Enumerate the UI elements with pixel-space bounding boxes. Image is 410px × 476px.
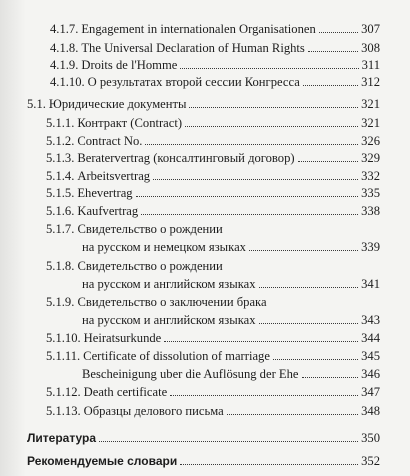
toc-entry-title: Heiratsurkunde bbox=[83, 331, 162, 345]
toc-entry-4-1-8 bbox=[50, 40, 380, 56]
leader-dots bbox=[145, 144, 358, 145]
toc-entry-5-1-7-second-line bbox=[82, 239, 380, 255]
toc-entry-page: 308 bbox=[361, 41, 380, 55]
toc-entry-5-1-9-second-line bbox=[82, 312, 380, 328]
toc-entry-5-1-11 bbox=[46, 348, 380, 364]
leader-dots bbox=[180, 68, 358, 69]
toc-entry-page: 326 bbox=[361, 134, 380, 148]
leader-dots bbox=[319, 32, 358, 33]
toc-entry-5-1-10 bbox=[46, 330, 380, 346]
toc-entry-page: 338 bbox=[361, 204, 380, 218]
toc-entry-page: 321 bbox=[361, 97, 380, 111]
toc-entry-page: 332 bbox=[361, 169, 380, 183]
toc-entry-page: 339 bbox=[361, 240, 380, 254]
toc-entry-5-1-5 bbox=[46, 185, 380, 201]
toc-entry-5-1-8-first-line bbox=[46, 258, 223, 274]
toc-entry-number: 4.1.9. bbox=[50, 58, 79, 72]
toc-section-5-1 bbox=[27, 96, 380, 112]
page-edge-shadow bbox=[0, 0, 26, 476]
leader-dots bbox=[164, 341, 358, 342]
leader-dots bbox=[298, 161, 359, 162]
toc-entry-title: Ehevertrag bbox=[77, 186, 133, 200]
toc-entry-number: 5.1.6. bbox=[46, 204, 75, 218]
leader-dots bbox=[249, 250, 358, 251]
toc-entry-title-continued: на русском и немецком языках bbox=[82, 240, 246, 254]
toc-entry-page: 335 bbox=[361, 186, 380, 200]
toc-entry-page: 350 bbox=[361, 431, 380, 445]
toc-entry-4-1-9 bbox=[50, 57, 380, 73]
leader-dots bbox=[303, 85, 358, 86]
toc-entry-number: 5.1.8. bbox=[46, 259, 75, 273]
toc-entry-4-1-7 bbox=[50, 21, 380, 37]
leader-dots bbox=[141, 214, 358, 215]
toc-entry-number: 5.1. bbox=[27, 97, 46, 111]
toc-entry-page: 344 bbox=[361, 331, 380, 345]
toc-entry-page: 348 bbox=[361, 404, 380, 418]
toc-entry-title: Bescheinigung uber die Auflösung der Ehe bbox=[82, 367, 299, 381]
leader-dots bbox=[308, 51, 358, 52]
toc-entry-title: О результатах второй сессии Конгресса bbox=[87, 75, 300, 89]
leader-dots bbox=[99, 441, 358, 442]
leader-dots bbox=[153, 179, 358, 180]
toc-entry-number: 5.1.13. bbox=[46, 404, 81, 418]
toc-entry-5-1-9-first-line bbox=[46, 294, 267, 310]
toc-entry-dictionaries bbox=[27, 453, 380, 469]
leader-dots bbox=[259, 287, 359, 288]
toc-entry-title: Droits de l'Homme bbox=[81, 58, 178, 72]
toc-entry-number: 5.1.4. bbox=[46, 169, 75, 183]
toc-entry-5-1-12 bbox=[46, 384, 380, 400]
toc-entry-page: 352 bbox=[361, 454, 380, 468]
toc-entry-title: Рекомендуемые словари bbox=[27, 454, 178, 468]
leader-dots bbox=[227, 414, 358, 415]
toc-entry-5-1-2 bbox=[46, 133, 380, 149]
leader-dots bbox=[259, 323, 359, 324]
leader-dots bbox=[180, 464, 358, 465]
toc-entry-title: Свидетельство о рождении bbox=[77, 259, 223, 273]
toc-entry-title: Contract No. bbox=[77, 134, 143, 148]
toc-entry-title: Свидетельство о рождении bbox=[77, 222, 223, 236]
toc-entry-title: Контракт (Contract) bbox=[77, 116, 183, 130]
toc-entry-number: 5.1.3. bbox=[46, 151, 75, 165]
toc-entry-title: Литература bbox=[27, 431, 97, 445]
toc-entry-page: 343 bbox=[361, 313, 380, 327]
toc-entry-page: 346 bbox=[361, 367, 380, 381]
toc-entry-number: 5.1.7. bbox=[46, 222, 75, 236]
toc-entry-number: 5.1.12. bbox=[46, 385, 81, 399]
toc-entry-5-1-11-german bbox=[82, 366, 380, 382]
toc-entry-page: 321 bbox=[361, 116, 380, 130]
leader-dots bbox=[136, 196, 359, 197]
leader-dots bbox=[170, 395, 358, 396]
toc-entry-number: 5.1.9. bbox=[46, 295, 75, 309]
toc-entry-4-1-10 bbox=[50, 74, 380, 90]
toc-entry-number: 5.1.1. bbox=[46, 116, 75, 130]
toc-entry-number: 5.1.11. bbox=[46, 349, 81, 363]
toc-entry-number: 4.1.8. bbox=[50, 41, 79, 55]
toc-entry-number: 4.1.10. bbox=[50, 75, 85, 89]
leader-dots bbox=[273, 359, 358, 360]
toc-entry-page: 329 bbox=[361, 151, 380, 165]
leader-dots bbox=[189, 107, 358, 108]
toc-entry-title: Beratervertrag (консалтинговый договор) bbox=[77, 151, 295, 165]
toc-entry-5-1-7-first-line bbox=[46, 221, 223, 237]
toc-entry-number: 5.1.2. bbox=[46, 134, 75, 148]
toc-entry-title: Certificate of dissolution of marriage bbox=[83, 349, 270, 363]
toc-entry-number: 5.1.10. bbox=[46, 331, 81, 345]
toc-entry-literature bbox=[27, 430, 380, 446]
toc-entry-5-1-6 bbox=[46, 203, 380, 219]
toc-entry-5-1-3 bbox=[46, 150, 380, 166]
toc-entry-page: 312 bbox=[361, 75, 380, 89]
toc-entry-page: 307 bbox=[361, 22, 380, 36]
toc-entry-title: Юридические документы bbox=[48, 97, 187, 111]
toc-entry-5-1-8-second-line bbox=[82, 276, 380, 292]
toc-entry-title: Engagement in internationalen Organisationen bbox=[81, 22, 316, 36]
toc-entry-page: 311 bbox=[361, 58, 380, 72]
leader-dots bbox=[302, 377, 359, 378]
toc-entry-page: 345 bbox=[361, 349, 380, 363]
toc-entry-5-1-4 bbox=[46, 168, 380, 184]
toc-entry-title: Death certificate bbox=[83, 385, 168, 399]
toc-entry-page: 341 bbox=[361, 277, 380, 291]
toc-entry-5-1-13 bbox=[46, 403, 380, 419]
toc-entry-number: 5.1.5. bbox=[46, 186, 75, 200]
toc-entry-title: Arbeitsvertrag bbox=[77, 169, 151, 183]
toc-entry-title-continued: на русском и английском языках bbox=[82, 313, 256, 327]
toc-entry-page: 347 bbox=[361, 385, 380, 399]
toc-entry-5-1-1 bbox=[46, 115, 380, 131]
toc-entry-title: Свидетельство о заключении брака bbox=[77, 295, 267, 309]
toc-entry-title: Образцы делового письма bbox=[83, 404, 224, 418]
toc-entry-title: Kaufvertrag bbox=[77, 204, 139, 218]
toc-entry-number: 4.1.7. bbox=[50, 22, 79, 36]
toc-entry-title: The Universal Declaration of Human Rights bbox=[81, 41, 305, 55]
leader-dots bbox=[185, 126, 358, 127]
toc-entry-title-continued: на русском и английском языках bbox=[82, 277, 256, 291]
